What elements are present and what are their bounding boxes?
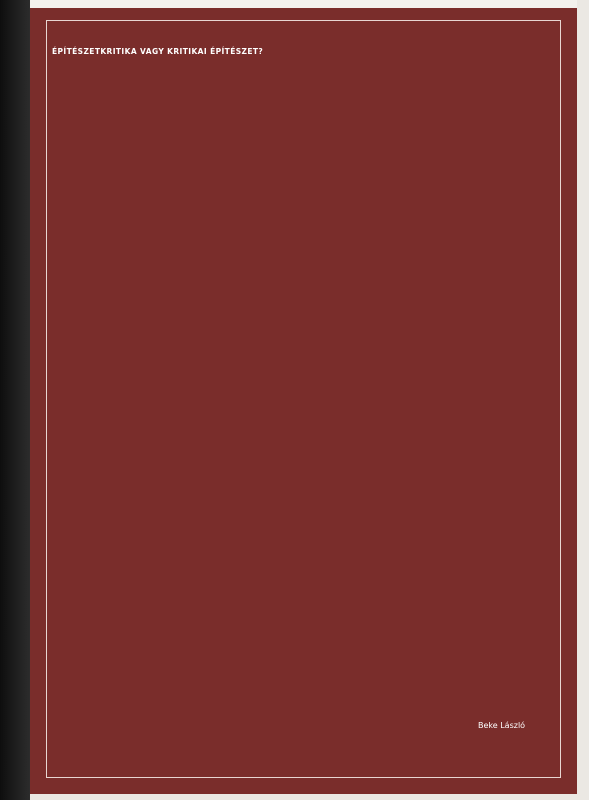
paragraph-2	[52, 284, 555, 506]
page-edge-right	[577, 0, 589, 800]
article-page	[30, 8, 577, 794]
author-signature: Beke László	[478, 721, 526, 730]
paragraph-3	[52, 520, 555, 602]
article-heading: ÉPÍTÉSZETKRITIKA VAGY KRITIKAI ÉPÍTÉSZET?	[52, 47, 264, 56]
paragraph-1	[52, 78, 555, 268]
binding-margin	[0, 0, 30, 800]
page-edge-bottom	[30, 794, 589, 800]
paragraph-4	[52, 614, 555, 672]
